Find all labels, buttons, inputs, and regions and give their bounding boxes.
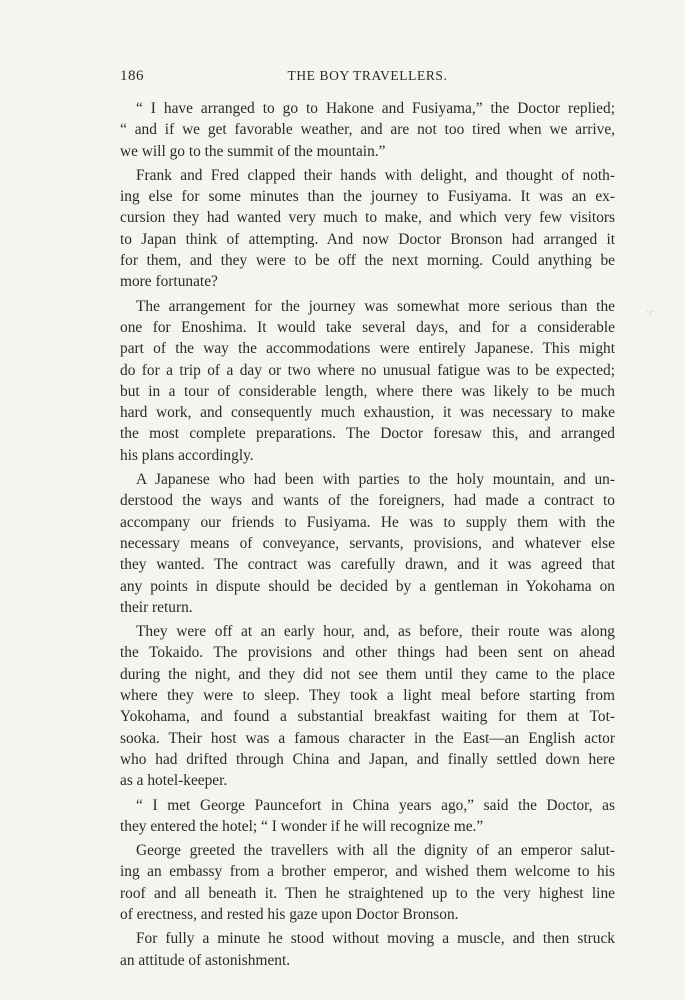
body-text (120, 98, 615, 971)
text-line: They were off at an early hour, and, as before, their route was along (136, 623, 615, 641)
paragraph (120, 98, 615, 162)
text-line: hard work, and consequently much exhaustion, it was necessary to make (120, 404, 615, 422)
paragraph (120, 621, 615, 791)
text-line: who had drifted through China and Japan, and finally settled down here (120, 750, 615, 768)
text-line: as a hotel-keeper. (120, 772, 228, 790)
paragraph (120, 296, 615, 466)
text-line: For fully a minute he stood without moving a muscle, and then struck (136, 930, 615, 948)
text-line: ing an embassy from a brother emperor, and wished them welcome to his (120, 863, 615, 881)
text-line: cursion they had wanted very much to make, and which very few visitors (120, 209, 615, 227)
text-line: their return. (120, 598, 193, 616)
text-line: we will go to the summit of the mountain.” (120, 142, 386, 160)
text-line: but in a tour of considerable length, where there was likely to be much (120, 382, 615, 400)
text-line: “ I have arranged to go to Hakone and Fusiyama,” the Doctor replied; (136, 100, 615, 117)
text-line: do for a trip of a day or two where no unusual fatigue was to be expected; (120, 361, 615, 379)
text-line: they entered the hotel; “ I wonder if he will recognize me.” (120, 817, 484, 835)
text-line: the Tokaido. The provisions and other things had been sent on ahead (120, 644, 615, 662)
text-line: any points in dispute should be decided by a gentleman in Yokohama on (120, 577, 615, 595)
text-line: The arrangement for the journey was somewhat more serious than the (136, 297, 615, 315)
text-line: A Japanese who had been with parties to the holy mountain, and un- (136, 471, 615, 489)
running-head: THE BOY TRAVELLERS. (287, 68, 448, 83)
text-line: ing else for some minutes than the journey to Fusiyama. It was an ex- (120, 188, 615, 206)
text-line: for them, and they were to be off the next morning. Could anything be (120, 252, 615, 270)
text-line: roof and all beneath it. Then he straightened up to the very highest line (120, 884, 615, 902)
paragraph (120, 795, 615, 838)
text-line: his plans accordingly. (120, 446, 254, 464)
text-line: during the night, and they did not see them until they came to the place (120, 665, 615, 683)
page-number: 186 (120, 68, 144, 84)
text-line: derstood the ways and wants of the foreigners, had made a contract to (120, 492, 615, 510)
text-line: they wanted. The contract was carefully drawn, and it was agreed that (120, 556, 615, 574)
text-line: to Japan think of attempting. And now Doctor Bronson had arranged it (120, 230, 615, 248)
text-line: George greeted the travellers with all the dignity of an emperor salut- (136, 842, 615, 860)
text-line: the most complete preparations. The Doctor foresaw this, and arranged (120, 425, 615, 443)
text-line: accompany our friends to Fusiyama. He was to supply them with the (120, 513, 615, 531)
paragraph (120, 469, 615, 618)
paragraph (120, 165, 615, 293)
text-line: where they were to sleep. They took a light meal before starting from (120, 687, 615, 705)
page-header (120, 68, 615, 88)
margin-smudge: ·ı· (646, 306, 655, 318)
text-line: Frank and Fred clapped their hands with delight, and thought of noth- (136, 166, 615, 184)
text-line: more fortunate? (120, 273, 218, 291)
text-line: part of the way the accommodations were entirely Japanese. This might (120, 340, 615, 358)
text-line: Yokohama, and found a substantial breakfast waiting for them at Tot- (120, 708, 615, 726)
text-line: of erectness, and rested his gaze upon Doctor Bronson. (120, 905, 459, 923)
text-line: one for Enoshima. It would take several days, and for a considerable (120, 318, 615, 336)
paragraph (120, 840, 615, 925)
text-line: an attitude of astonishment. (120, 951, 291, 969)
paragraph (120, 928, 615, 971)
text-line: “ I met George Pauncefort in China years ago,” said the Doctor, as (136, 796, 615, 814)
text-line: “ and if we get favorable weather, and are not too tired when we arrive, (120, 121, 615, 139)
text-line: sooka. Their host was a famous character in the East—an English actor (120, 729, 615, 747)
text-line: necessary means of conveyance, servants, provisions, and whatever else (120, 534, 615, 552)
